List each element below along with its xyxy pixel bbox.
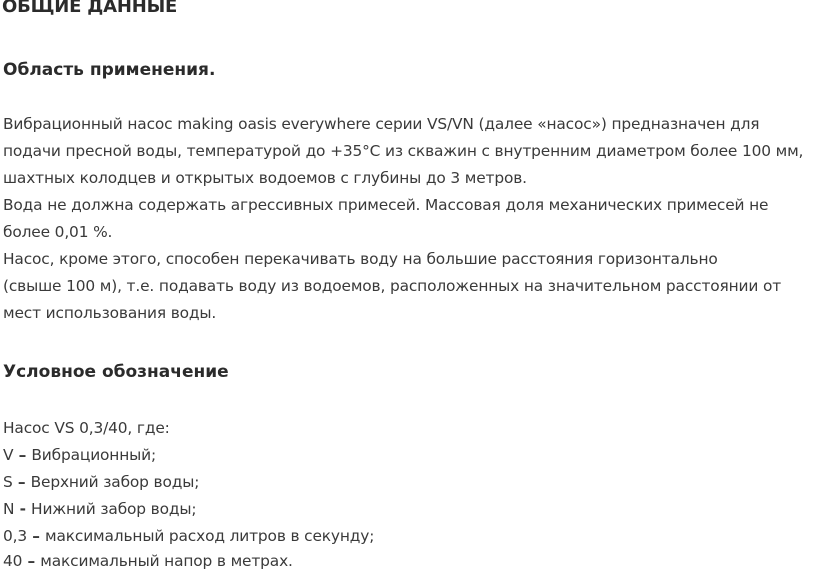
page-title: ОБЩИЕ ДАННЫЕ [2,0,178,17]
paragraph-line: Вода не должна содержать агрессивных примесей. Массовая доля механических примесей не [3,196,769,214]
section-heading-application: Область применения. [3,60,216,80]
designation-text: Вибрационный; [31,446,157,464]
designation-text: максимальный напор в метрах. [40,552,293,570]
paragraph-line: шахтных колодцев и открытых водоемов с глубины до 3 метров. [3,169,527,187]
paragraph-line: Вибрационный насос making oasis everywhere серии VS/VN (далее «насос») предназначен для [3,115,760,133]
paragraph-line: Насос, кроме этого, способен перекачивать воду на большие расстояния горизонтально [3,250,718,268]
paragraph-line: мест использования воды. [3,304,217,322]
designation-item [3,446,156,464]
designation-item [3,527,374,545]
designation-item [3,552,293,570]
designation-separator: – [27,527,45,545]
section-heading-designation: Условное обозначение [3,362,229,382]
designation-code: V [3,446,14,464]
designation-separator: – [22,552,41,570]
designation-code: 40 [3,552,23,570]
paragraph-line: подачи пресной воды, температурой до +35°С из скважин с внутренним диаметром более 100 мм, [3,142,804,160]
designation-code: N [3,500,15,518]
designation-text: Верхний забор воды; [30,473,200,491]
designation-separator: – [13,446,32,464]
designation-text: Нижний забор воды; [31,500,197,518]
designation-item [3,473,199,491]
designation-item [3,500,196,518]
paragraph-line: (свыше 100 м), т.е. подавать воду из водоемов, расположенных на значительном расстоянии от [3,277,782,295]
designation-intro: Насос VS 0,3/40, где: [3,419,170,437]
designation-separator: – [12,473,31,491]
designation-text: максимальный расход литров в секунду; [45,527,375,545]
paragraph-line: более 0,01 %. [3,223,113,241]
designation-code: S [3,473,13,491]
designation-separator: - [14,500,32,518]
designation-code: 0,3 [3,527,28,545]
